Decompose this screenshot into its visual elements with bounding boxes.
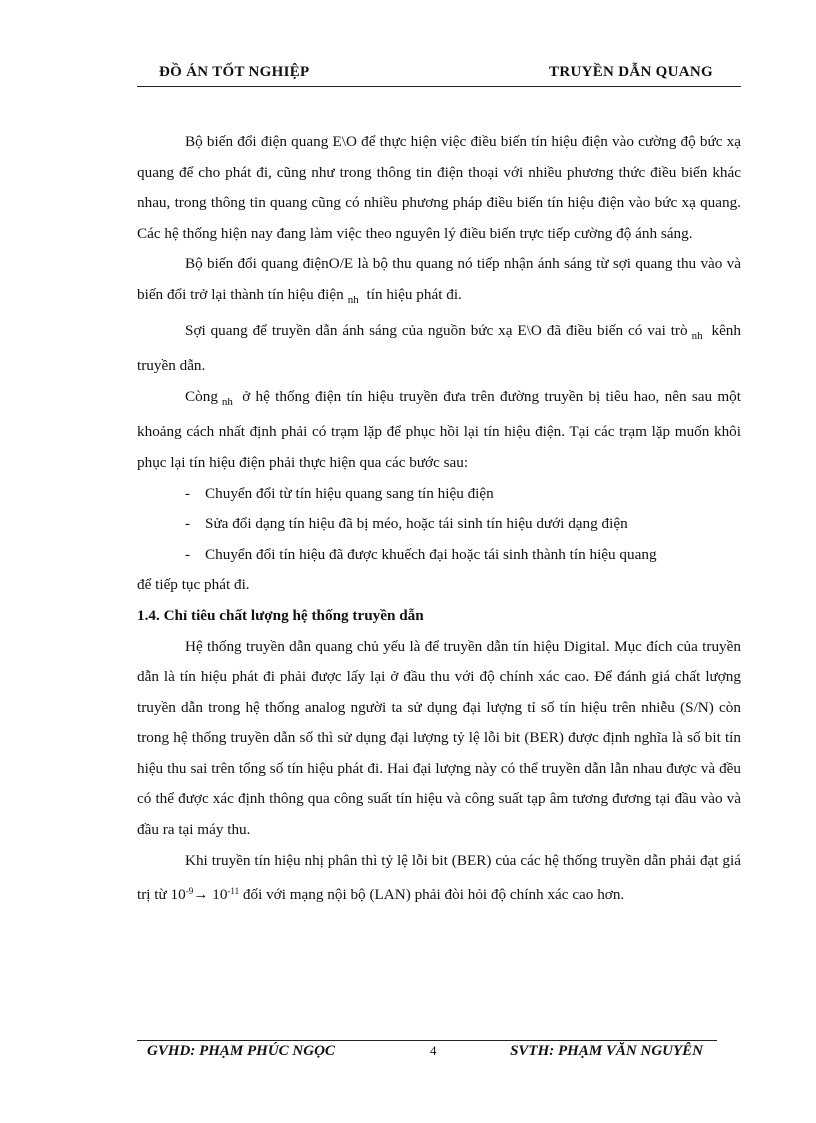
paragraph-4-text-b: ở hệ thống điện tín hiệu truyền đưa trên đường truyền bị tiêu hao, nên sau một khoảng cách nhất định phải có trạm lặp để phục hồi lại tín hiệu điện. Tại các trạm lặp muốn khôi phục lại tín hiệu điện phải thực hiện qua các bước sau:: [137, 387, 742, 471]
bullet-3-text: Chuyển đổi tín hiệu đã được khuếch đại hoặc tái sinh thành tín hiệu quang: [205, 545, 657, 563]
paragraph-4-text-a: Còng: [185, 387, 218, 405]
page-number: 4: [430, 1043, 437, 1058]
paragraph-3-subscript: nh: [691, 329, 703, 342]
paragraph-1: Bộ biến đổi điện quang E\O để thực hiện việc điều biến tín hiệu điện vào cường độ bức xạ quang để cho phát đi, cũng như trong thông tin điện thoại với nhiều phương thức điều biến khác nhau, trong thông tin quang cũng có nhiều phương pháp điều biến tín hiệu điện vào bức xạ quang. Các hệ thống hiện nay đang làm việc theo nguyên lý điều biến trực tiếp cường độ ánh sáng.: [137, 133, 741, 242]
paragraph-4: [137, 382, 741, 479]
bullet-mark: -: [185, 484, 191, 502]
superscript-exp-1: -9: [185, 886, 194, 897]
page-footer: [137, 1041, 717, 1063]
paragraph-2: [137, 249, 741, 315]
footer-advisor: GVHD: PHẠM PHÚC NGỌC: [147, 1043, 335, 1059]
header-left-title: ĐỒ ÁN TỐT NGHIỆP: [159, 64, 310, 80]
header-right-title: TRUYỀN DẪN QUANG: [549, 64, 713, 80]
bullet-item-2: [137, 509, 741, 540]
footer-student: SVTH: PHẠM VĂN NGUYÊN: [510, 1043, 703, 1059]
paragraph-6-text-a: Khi truyền tín hiệu nhị phân thì tỷ lệ lỗi bit (BER) của các hệ thống truyền dẫn phải đạt giá trị từ 10: [137, 851, 741, 904]
bullet-item-3: [137, 540, 741, 571]
document-body: [137, 127, 741, 911]
bullet-mark: -: [185, 545, 191, 563]
paragraph-6-text-b: đối với mạng nội bộ (LAN) phải đòi hỏi độ chính xác cao hơn.: [242, 886, 625, 904]
paragraph-3: [137, 316, 741, 382]
paragraph-2-subscript: nh: [347, 293, 359, 306]
section-heading: 1.4. Chỉ tiêu chất lượng hệ thống truyền dẫn: [137, 606, 424, 624]
paragraph-5: Hệ thống truyền dẫn quang chủ yếu là để truyền dẫn tín hiệu Digital. Mục đích của truyền dẫn là tín hiệu phát đi phải được lấy lại ở đầu thu với độ chính xác cao. Để đánh giá chất lượng truyền dẫn trong hệ thống analog người ta sử dụng đại lượng tỉ số tín hiệu trên nhiễu (S/N) còn trong hệ thống truyền dẫn số thì sử dụng đại lượng tỷ lệ lỗi bit (BER) được định nghĩa là số bit tín hiệu thu sai trên tổng số tín hiệu phát đi. Hai đại lượng này có thể truyền dẫn lẫn nhau được và đều có thể được xác định thông qua công suất tín hiệu và công suất tạp âm tương đương tại đầu vào và đầu ra tại máy thu.: [137, 637, 741, 839]
paragraph-3-text-a: Sợi quang để truyền dẫn ánh sáng của nguồn bức xạ E\O đã điều biến có vai trò: [185, 321, 688, 339]
superscript-exp-2: -11: [227, 886, 240, 897]
page-header: [137, 64, 741, 87]
bullet-1-text: Chuyển đổi từ tín hiệu quang sang tín hiệu điện: [205, 484, 494, 502]
paragraph-6-arrow: → 10: [193, 886, 228, 904]
bullet-2-text: Sửa đổi dạng tín hiệu đã bị méo, hoặc tái sinh tín hiệu dưới dạng điện: [205, 515, 628, 533]
paragraph-6: [137, 846, 741, 911]
paragraph-2-text-a: Bộ biến đổi quang điệnO/E là bộ thu quang nó tiếp nhận ánh sáng từ sợi quang thu vào và biến đổi trở lại thành tín hiệu điện: [137, 255, 741, 303]
bullet-3-continuation: để tiếp tục phát đi.: [137, 576, 250, 594]
paragraph-2-text-b: tín hiệu phát đi.: [366, 285, 462, 303]
paragraph-3-text-b: kênh truyền dẫn.: [137, 321, 741, 375]
bullet-item-1: [137, 479, 741, 510]
bullet-mark: -: [185, 515, 191, 533]
paragraph-4-subscript: nh: [221, 395, 233, 408]
